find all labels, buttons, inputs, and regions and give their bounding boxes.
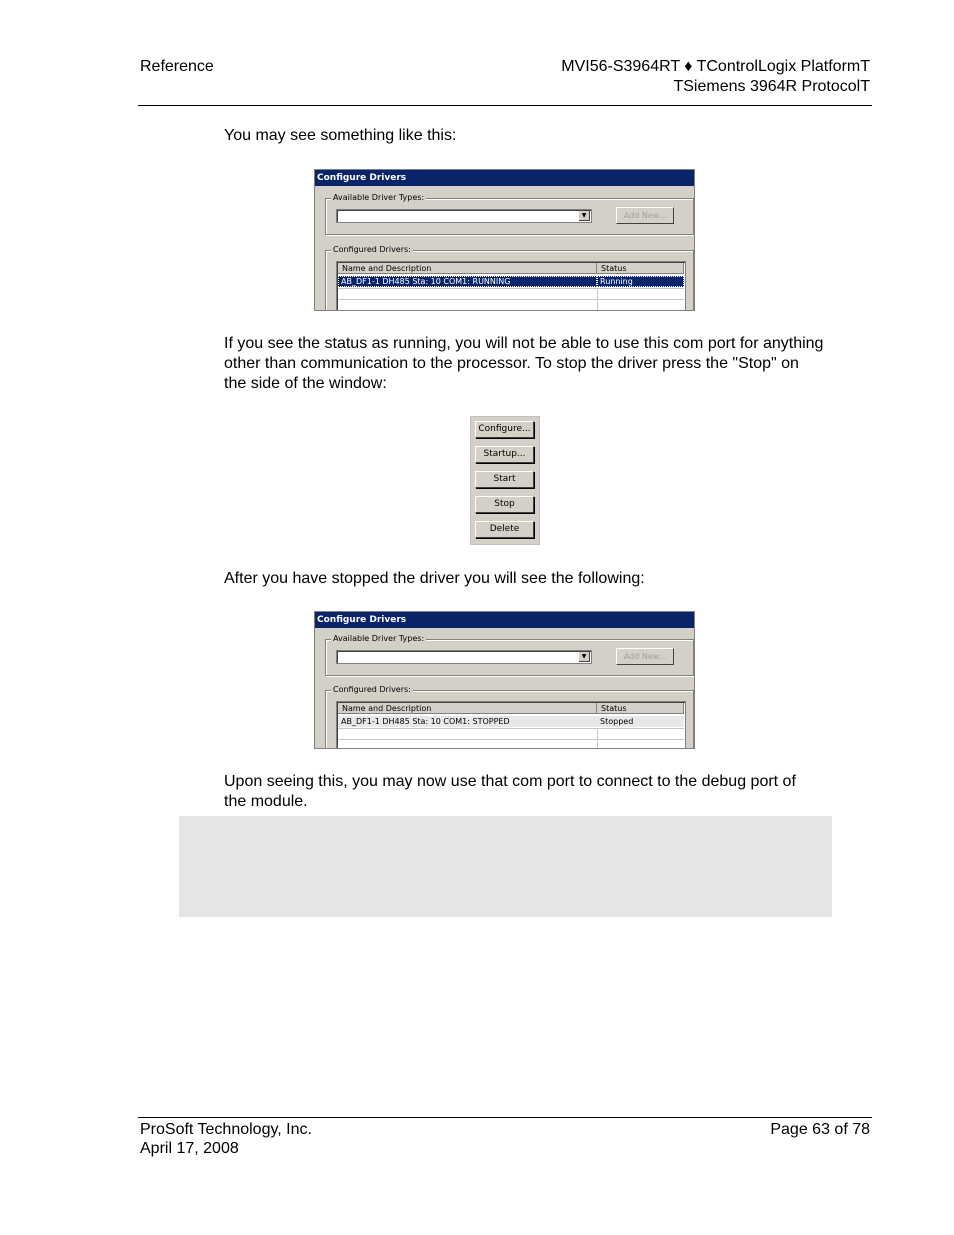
configure-button[interactable]: Configure...: [475, 421, 534, 438]
start-button[interactable]: Start: [475, 471, 534, 488]
driver-type-select[interactable]: [336, 650, 592, 664]
delete-button[interactable]: Delete: [475, 521, 534, 538]
footer-rule: [138, 1117, 872, 1118]
note-box: [179, 816, 832, 917]
row-divider: [338, 739, 684, 740]
driver-action-buttons-panel: [470, 416, 540, 545]
driver-row-status[interactable]: Stopped: [597, 716, 684, 727]
configured-drivers-group: [325, 685, 694, 749]
driver-row-name[interactable]: AB_DF1-1 DH485 Sta: 10 COM1: RUNNING: [338, 276, 597, 287]
header-product-line2: TSiemens 3964R ProtocolT: [673, 78, 870, 95]
add-new-button[interactable]: Add New...: [616, 207, 674, 224]
driver-row-name[interactable]: AB_DF1-1 DH485 Sta: 10 COM1: STOPPED: [338, 716, 597, 727]
available-driver-types-label: Available Driver Types:: [333, 634, 425, 643]
available-driver-types-group: [325, 634, 694, 676]
footer-company: ProSoft Technology, Inc.: [140, 1121, 312, 1138]
column-header-name[interactable]: Name and Description: [338, 703, 597, 714]
chevron-down-icon[interactable]: ▼: [579, 652, 590, 662]
column-header-status[interactable]: Status: [597, 263, 684, 274]
configured-drivers-group: [325, 245, 694, 311]
driver-type-select[interactable]: [336, 209, 592, 223]
dialog-title: Configure Drivers: [315, 612, 694, 628]
header-product-line1: MVI56-S3964RT ♦ TControlLogix PlatformT: [561, 58, 870, 75]
dialog-title: Configure Drivers: [315, 170, 694, 186]
configure-drivers-dialog-running: [314, 169, 695, 311]
header-rule: [138, 105, 872, 106]
stop-button[interactable]: Stop: [475, 496, 534, 513]
startup-button[interactable]: Startup...: [475, 446, 534, 463]
row-divider: [338, 728, 684, 729]
running-status-paragraph: If you see the status as running, you will not be able to use this com port for anything other than communication to the processor. To stop the driver press the "Stop" on the side of the window:: [224, 335, 824, 392]
header-section-label: Reference: [140, 58, 214, 75]
footer-page-number: Page 63 of 78: [770, 1121, 870, 1138]
configure-drivers-dialog-stopped: [314, 611, 695, 749]
footer-date: April 17, 2008: [140, 1140, 239, 1157]
stopped-paragraph: After you have stopped the driver you will see the following:: [224, 570, 645, 587]
configured-drivers-list[interactable]: [336, 261, 686, 311]
driver-row-status[interactable]: Running: [597, 276, 684, 287]
available-driver-types-group: [325, 193, 694, 235]
available-driver-types-label: Available Driver Types:: [333, 193, 425, 202]
configured-drivers-label: Configured Drivers:: [333, 245, 411, 254]
row-divider: [338, 288, 684, 289]
column-header-name[interactable]: Name and Description: [338, 263, 597, 274]
add-new-button[interactable]: Add New...: [616, 648, 674, 665]
chevron-down-icon[interactable]: ▼: [579, 211, 590, 221]
column-header-status[interactable]: Status: [597, 703, 684, 714]
column-divider: [597, 728, 598, 749]
intro-paragraph: You may see something like this:: [224, 127, 457, 144]
row-divider: [338, 299, 684, 300]
configured-drivers-label: Configured Drivers:: [333, 685, 411, 694]
column-divider: [597, 288, 598, 311]
configured-drivers-list[interactable]: [336, 701, 686, 749]
upon-seeing-paragraph: Upon seeing this, you may now use that com port to connect to the debug port of the module.: [224, 773, 796, 810]
